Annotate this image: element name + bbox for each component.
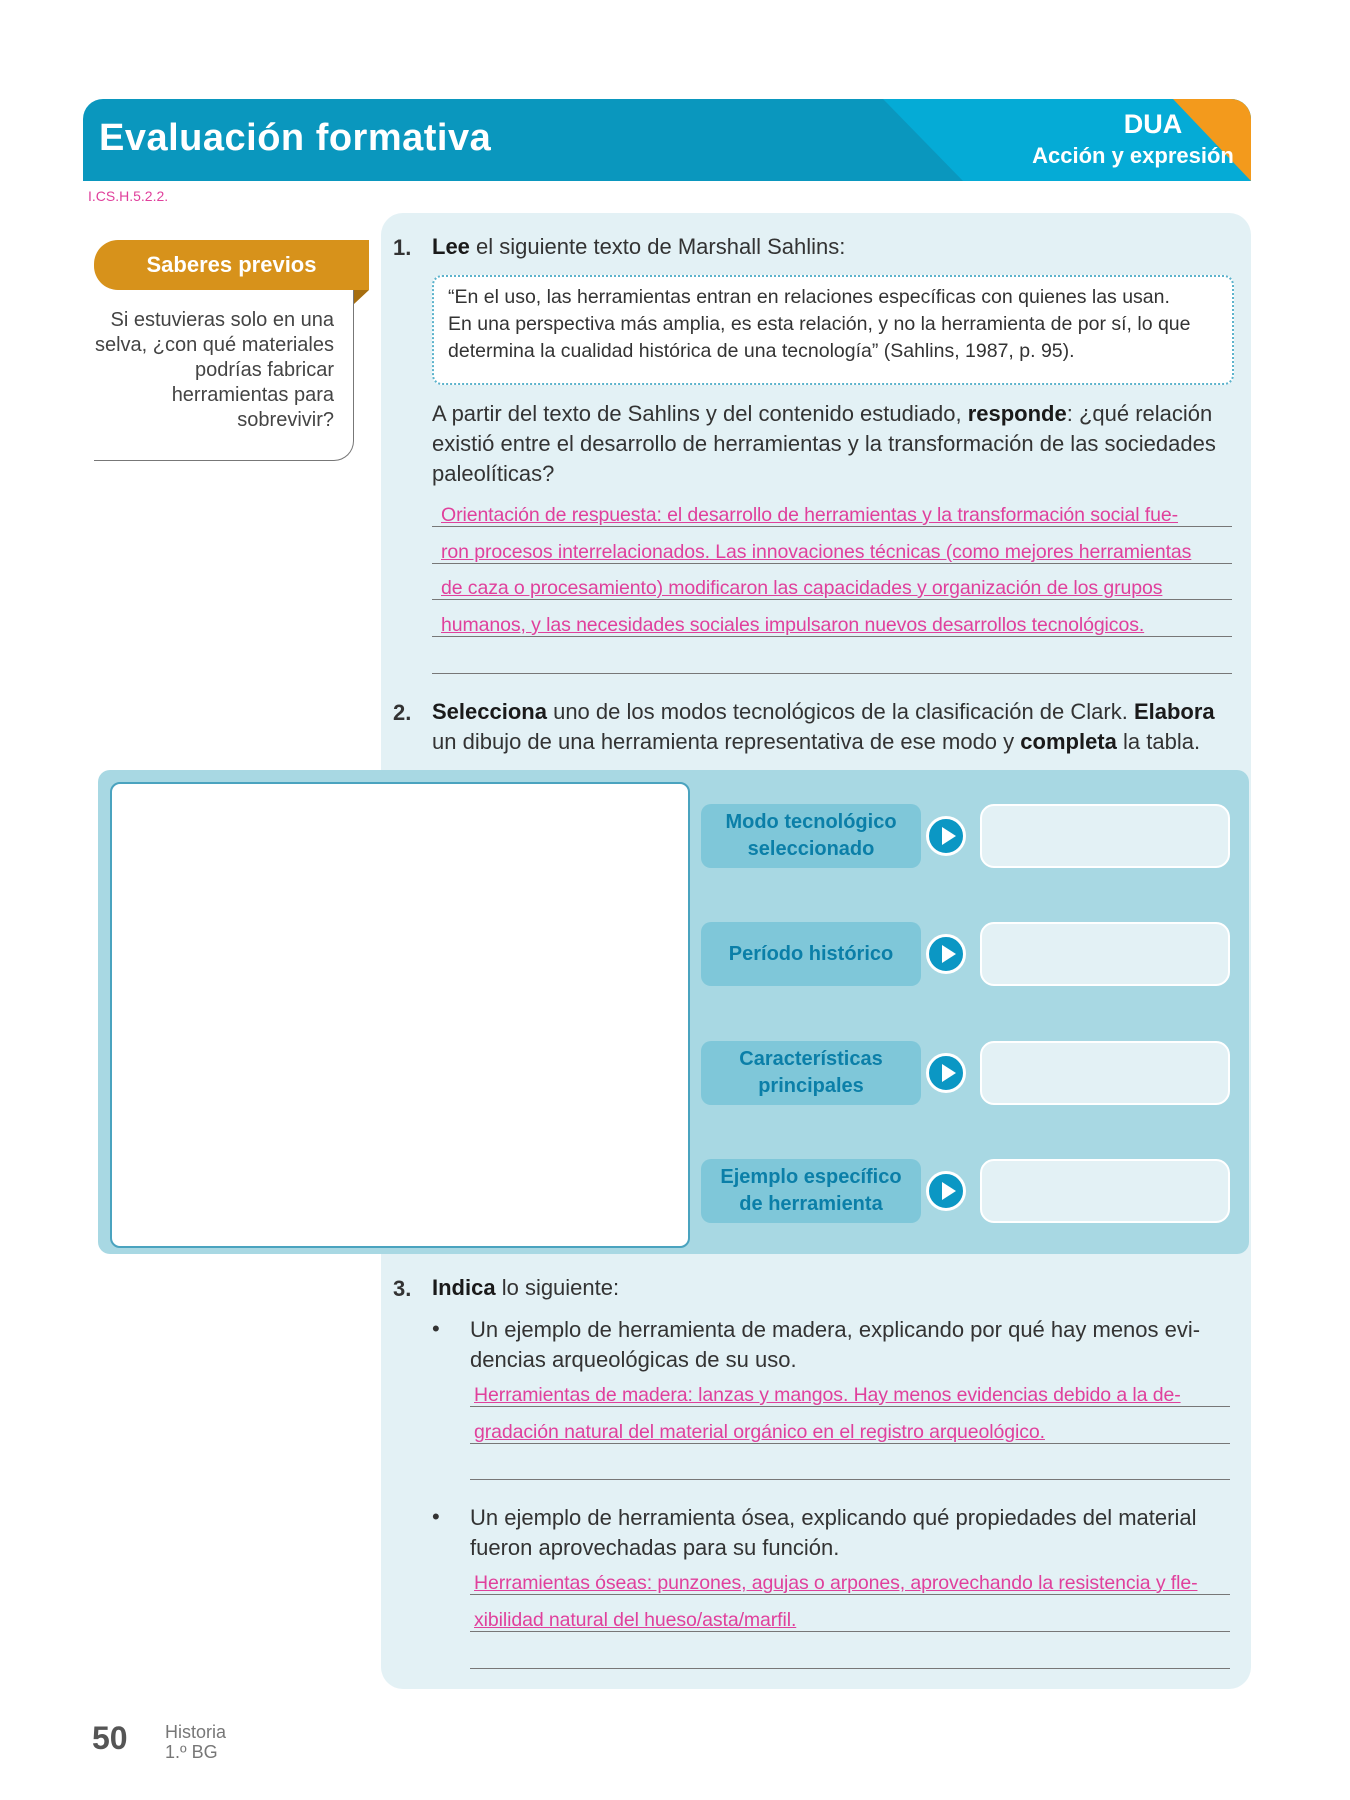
dua-subtitle: Acción y expresión bbox=[1032, 143, 1234, 168]
row-label-modo: Modo tecnológico seleccionado bbox=[701, 804, 921, 868]
answer-line[interactable] bbox=[432, 673, 1232, 674]
q3-item-wood: Un ejemplo de herramienta de madera, explicando por qué hay menos evi- dencias arqueológicas de su uso. bbox=[470, 1317, 1201, 1372]
q3-bone-answer: xibilidad natural del hueso/asta/marfil. bbox=[474, 1609, 797, 1631]
q2-instruction: Selecciona uno de los modos tecnológicos de la clasificación de Clark. Elabora un dibujo de una herramienta representativa de ese modo y completa la tabla. bbox=[432, 699, 1215, 754]
dua-label: DUA bbox=[1123, 109, 1183, 139]
row-input-modo[interactable] bbox=[980, 804, 1230, 868]
page-title: Evaluación formativa bbox=[99, 117, 492, 159]
sahlins-quote: “En el uso, las herramientas entran en relaciones específicas con quienes las usan. En una perspectiva más amplia, es esta relación, y no la herramienta de por sí, lo que determina la cualidad histórica de una tecnología” (Sahlins, 1987, p. 95). bbox=[448, 286, 1191, 362]
q3-instruction: Indica lo siguiente: bbox=[432, 1275, 620, 1300]
saberes-title: Saberes previos bbox=[94, 240, 369, 290]
saberes-question: Si estuvieras solo en una selva, ¿con qué materiales podrías fabricar herramientas para sobrevivir? bbox=[94, 309, 334, 431]
row-label-periodo: Período histórico bbox=[701, 922, 921, 986]
answer-line[interactable] bbox=[470, 1479, 1230, 1480]
q3-wood-answer: Herramientas de madera: lanzas y mangos. Hay menos evidencias debido a la de- bbox=[474, 1384, 1181, 1406]
arrow-right-icon bbox=[926, 1053, 966, 1093]
q1-prompt: A partir del texto de Sahlins y del contenido estudiado, responde: ¿qué relación existió entre el desarrollo de herramientas y la transformación de las sociedades paleolíticas? bbox=[432, 401, 1216, 486]
q1-answer-line: Orientación de respuesta: el desarrollo de herramientas y la transformación social fue- bbox=[441, 504, 1179, 526]
row-label-caracteristicas: Características principales bbox=[701, 1041, 921, 1105]
bullet: • bbox=[432, 1316, 440, 1341]
footer-subject: Historia 1.º BG bbox=[165, 1722, 227, 1762]
row-input-ejemplo[interactable] bbox=[980, 1159, 1230, 1223]
page-number: 50 bbox=[92, 1720, 128, 1756]
row-input-periodo[interactable] bbox=[980, 922, 1230, 986]
q1-number: 1. bbox=[393, 235, 412, 260]
arrow-right-icon bbox=[926, 816, 966, 856]
bullet: • bbox=[432, 1504, 440, 1529]
drawing-area[interactable] bbox=[110, 782, 690, 1248]
q3-item-bone: Un ejemplo de herramienta ósea, explicando qué propiedades del material fueron aprovechadas para su función. bbox=[470, 1505, 1197, 1560]
header-banner bbox=[83, 99, 1251, 181]
curriculum-code: I.CS.H.5.2.2. bbox=[88, 188, 169, 204]
row-input-caracteristicas[interactable] bbox=[980, 1041, 1230, 1105]
q3-bone-answer: Herramientas óseas: punzones, agujas o arpones, aprovechando la resistencia y fle- bbox=[474, 1572, 1198, 1594]
q1-instruction: Lee el siguiente texto de Marshall Sahlins: bbox=[432, 234, 846, 259]
saberes-fold bbox=[354, 290, 369, 304]
q1-answer-line: humanos, y las necesidades sociales impulsaron nuevos desarrollos tecnológicos. bbox=[441, 614, 1145, 636]
q1-answer-line: de caza o procesamiento) modificaron las capacidades y organización de los grupos bbox=[441, 577, 1163, 599]
arrow-right-icon bbox=[926, 1171, 966, 1211]
row-label-ejemplo: Ejemplo específico de herramienta bbox=[701, 1159, 921, 1223]
q3-wood-answer: gradación natural del material orgánico en el registro arqueológico. bbox=[474, 1421, 1045, 1443]
answer-line[interactable] bbox=[470, 1668, 1230, 1669]
q2-number: 2. bbox=[393, 700, 412, 725]
q3-number: 3. bbox=[393, 1276, 412, 1301]
q1-answer-line: ron procesos interrelacionados. Las innovaciones técnicas (como mejores herramientas bbox=[441, 541, 1192, 563]
arrow-right-icon bbox=[926, 934, 966, 974]
